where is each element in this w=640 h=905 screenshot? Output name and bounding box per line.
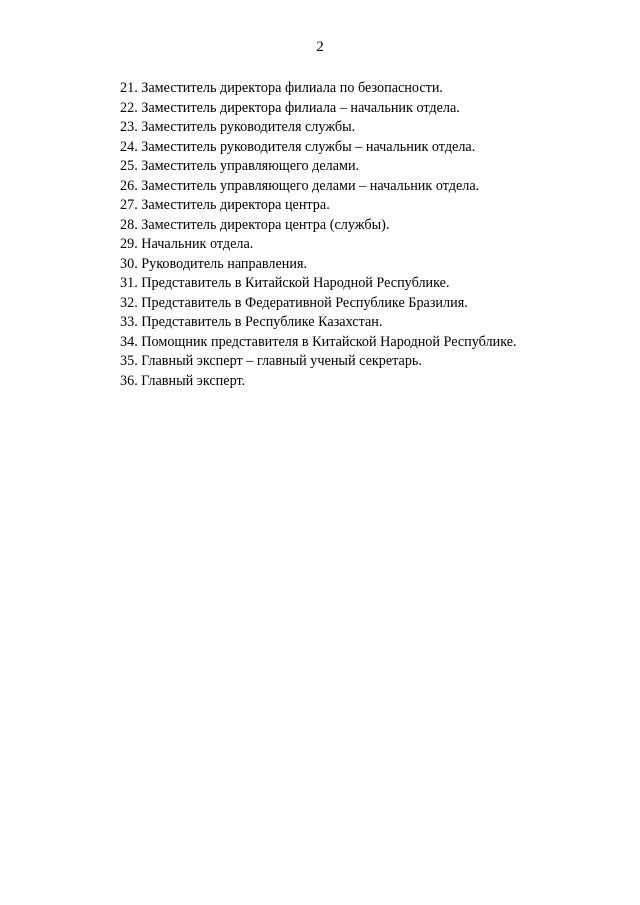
list-item [120, 138, 620, 158]
list-item [120, 79, 620, 99]
item-number: 21. [120, 80, 138, 96]
item-number: 23. [120, 119, 138, 135]
list-item [120, 294, 620, 314]
item-number: 24. [120, 138, 138, 155]
item-number: 22. [120, 99, 138, 116]
item-number: 32. [120, 294, 138, 311]
item-text: Заместитель директора центра (службы). [141, 216, 390, 233]
item-text: Заместитель управляющего делами. [141, 158, 360, 174]
item-text: Представитель в Китайской Народной Республике. [141, 275, 450, 291]
item-text: Заместитель директора филиала – начальник отдела. [141, 99, 460, 116]
list-item [120, 235, 620, 255]
item-number: 36. [120, 372, 138, 389]
item-text: Представитель в Федеративной Республике Бразилия. [141, 294, 468, 311]
item-number: 30. [120, 255, 138, 272]
item-number: 25. [120, 158, 138, 174]
item-number: 26. [120, 177, 138, 194]
list-item [120, 372, 620, 392]
item-number: 31. [120, 275, 138, 291]
item-text: Представитель в Республике Казахстан. [141, 314, 383, 330]
list-item [120, 333, 620, 353]
list-item [120, 255, 620, 275]
item-text: Заместитель руководителя службы – начальник отдела. [141, 138, 476, 155]
item-text: Заместитель директора филиала по безопасности. [141, 80, 443, 96]
item-text: Главный эксперт – главный ученый секретарь. [141, 353, 422, 369]
position-list [120, 79, 620, 391]
page-number: 2 [316, 39, 324, 55]
item-number: 35. [120, 353, 138, 369]
list-item [120, 157, 620, 177]
item-number: 28. [120, 216, 138, 233]
item-text: Заместитель руководителя службы. [141, 119, 356, 135]
list-item [120, 118, 620, 138]
item-text: Помощник представителя в Китайской Народной Республике. [141, 333, 517, 350]
list-item [120, 352, 620, 372]
list-item [120, 196, 620, 216]
item-number: 33. [120, 314, 138, 330]
item-text: Заместитель управляющего делами – начальник отдела. [141, 177, 480, 194]
item-text: Заместитель директора центра. [141, 197, 330, 213]
item-number: 34. [120, 333, 138, 350]
item-number: 27. [120, 197, 138, 213]
item-text: Начальник отдела. [141, 236, 254, 252]
item-text: Главный эксперт. [141, 372, 246, 389]
list-item [120, 177, 620, 197]
list-item [120, 274, 620, 294]
list-item [120, 216, 620, 236]
list-item [120, 99, 620, 119]
list-item [120, 313, 620, 333]
item-number: 29. [120, 236, 138, 252]
item-text: Руководитель направления. [141, 255, 308, 272]
